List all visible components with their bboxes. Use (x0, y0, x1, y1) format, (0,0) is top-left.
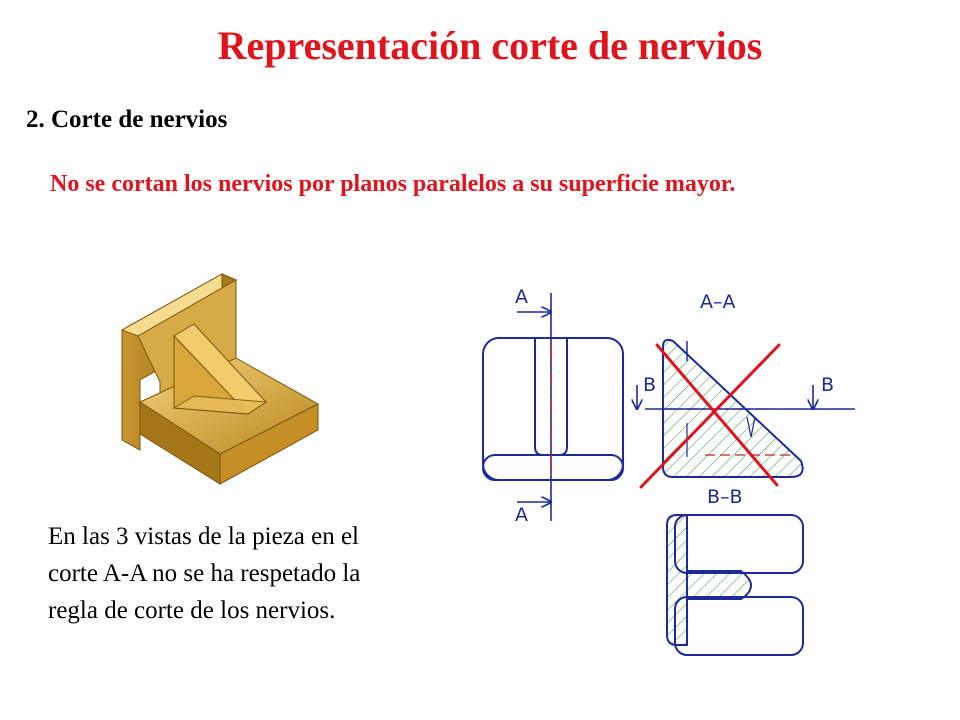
section-aa-label: A–A (700, 291, 736, 313)
bracket-3d-image (110, 262, 325, 492)
cut-label-a-bottom: A (515, 504, 528, 526)
note-text: En las 3 vistas de la pieza en el corte A-A no se ha respetado la regla de corte de los nervios. (48, 523, 361, 624)
section-bb-view (667, 515, 803, 655)
front-view (483, 338, 623, 480)
section-bb-label: B–B (707, 486, 743, 508)
cut-label-b-right: B (821, 374, 835, 396)
section-heading: 2. Corte de nervios (26, 106, 228, 133)
rule-statement: No se cortan los nervios por planos paralelos a su superficie mayor. (50, 171, 736, 197)
cut-label-a-top: A (515, 286, 528, 308)
slide-title: Representación corte de nervios (217, 23, 763, 68)
technical-drawing (455, 275, 865, 665)
cut-label-b-left: B (643, 374, 657, 396)
